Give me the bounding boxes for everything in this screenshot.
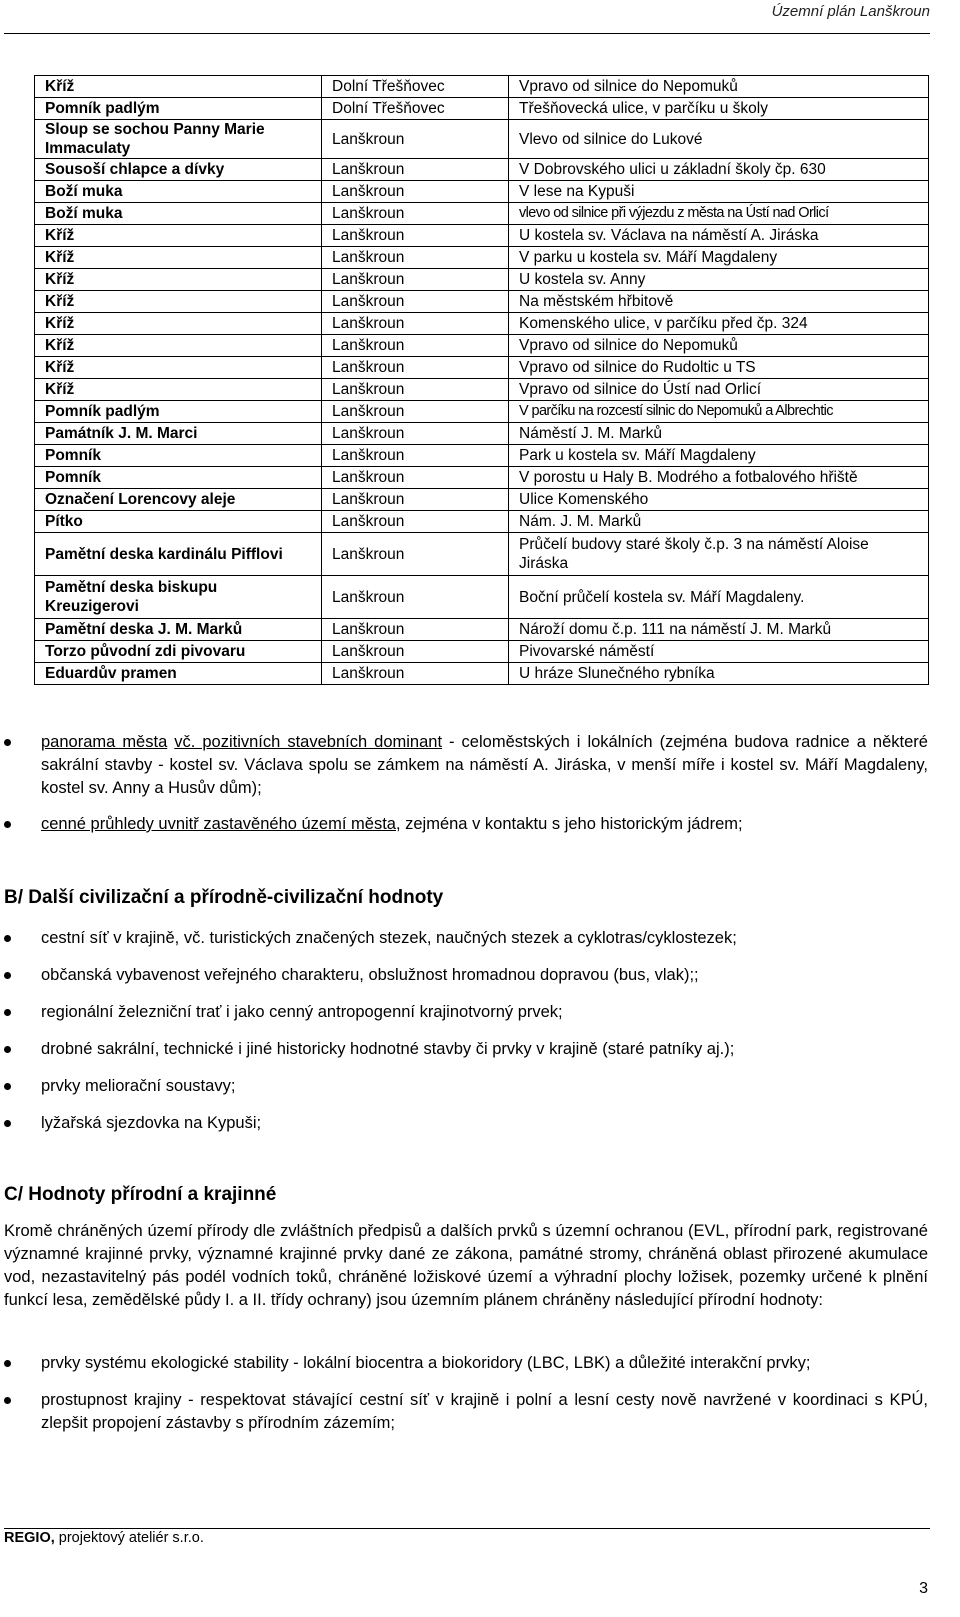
monument-name-cell: Pomník [35, 467, 322, 489]
monument-name-cell: Kříž [35, 291, 322, 313]
locality-cell: Lanškroun [322, 120, 509, 159]
locality-cell: Lanškroun [322, 401, 509, 423]
footer-rule [4, 1528, 930, 1529]
list-item [0, 927, 960, 950]
monument-name-cell: Označení Lorencovy aleje [35, 489, 322, 511]
location-cell: Park u kostela sv. Máří Magdaleny [509, 445, 929, 467]
footer-company-rest: projektový ateliér s.r.o. [54, 1530, 204, 1546]
locality-cell: Lanškroun [322, 641, 509, 663]
location-cell: Vpravo od silnice do Rudoltic u TS [509, 357, 929, 379]
list-item-text: drobné sakrální, technické i jiné historicky hodnotné stavby či prvky v krajině (staré patníky aj.); [41, 1040, 735, 1058]
bullet-icon [4, 1120, 11, 1127]
bullet-icon [4, 935, 11, 942]
bullet-icon [4, 1009, 11, 1016]
monument-name-cell: Kříž [35, 247, 322, 269]
locality-cell: Lanškroun [322, 511, 509, 533]
monument-name-cell: Pomník [35, 445, 322, 467]
table-row [35, 335, 929, 357]
locality-cell: Lanškroun [322, 663, 509, 685]
location-cell: V parku u kostela sv. Máří Magdaleny [509, 247, 929, 269]
location-cell: Třešňovecká ulice, v parčíku u školy [509, 98, 929, 120]
list-item-text: prvky systému ekologické stability - lokální biocentra a biokoridory (LBC, LBK) a důležité interakční prvky; [41, 1354, 811, 1372]
monument-name-cell: Torzo původní zdi pivovaru [35, 641, 322, 663]
location-cell: V parčíku na rozcestí silnic do Nepomuků a Albrechtic [509, 401, 929, 423]
location-cell: U kostela sv. Václava na náměstí A. Jiráska [509, 225, 929, 247]
location-cell: V Dobrovského ulici u základní školy čp. 630 [509, 159, 929, 181]
section-c-paragraph: Kromě chráněných území přírody dle zvláštních předpisů a dalších prvků s územní ochranou (EVL, přírodní park, registrované významné krajinné prvky, významné krajinné prvky dané ze zákona, památné stromy, chráněná oblast přirozené akumulace vod, nezastavitelný pás podél vodních toků, chráněné ložiskové území a výhradní plochy ložisek, pozemky určené k plnění funkcí lesa, zemědělské půdy I. a II. třídy ochrany) jsou územním plánem chráněny následující přírodní hodnoty: [4, 1222, 928, 1309]
locality-cell: Lanškroun [322, 203, 509, 225]
list-item [0, 964, 960, 987]
location-cell: vlevo od silnice při výjezdu z města na Ústí nad Orlicí [509, 203, 929, 225]
location-cell: Náměstí J. M. Marků [509, 423, 929, 445]
table-row [35, 467, 929, 489]
locality-cell: Lanškroun [322, 313, 509, 335]
bullet-icon [4, 1083, 11, 1090]
table-row [35, 313, 929, 335]
location-cell: V lese na Kypuši [509, 181, 929, 203]
underlined-text: panorama města [41, 733, 168, 751]
monument-name-cell: Kříž [35, 225, 322, 247]
table-row [35, 533, 929, 576]
monuments-table [34, 75, 929, 685]
location-cell: Vpravo od silnice do Nepomuků [509, 76, 929, 98]
monument-name-cell: Pomník padlým [35, 98, 322, 120]
locality-cell: Lanškroun [322, 445, 509, 467]
table-row [35, 120, 929, 159]
list-item [0, 1001, 960, 1024]
monument-name-cell: Kříž [35, 313, 322, 335]
list-item-text: lyžařská sjezdovka na Kypuši; [41, 1114, 262, 1132]
monuments-table-body [35, 76, 929, 685]
locality-cell: Lanškroun [322, 576, 509, 619]
list-item-text: občanská vybavenost veřejného charakteru, obslužnost hromadnou dopravou (bus, vlak);; [41, 966, 699, 984]
location-cell: Na městském hřbitově [509, 291, 929, 313]
list-item [0, 731, 960, 800]
table-row [35, 76, 929, 98]
section-c-heading: C/ Hodnoty přírodní a krajinné [4, 1184, 277, 1205]
list-item [0, 1075, 960, 1098]
monument-name-cell: Pítko [35, 511, 322, 533]
location-cell: U kostela sv. Anny [509, 269, 929, 291]
table-row [35, 357, 929, 379]
locality-cell: Lanškroun [322, 225, 509, 247]
table-row [35, 663, 929, 685]
locality-cell: Lanškroun [322, 379, 509, 401]
locality-cell: Lanškroun [322, 269, 509, 291]
table-row [35, 641, 929, 663]
bullet-icon [4, 739, 11, 746]
location-cell: V porostu u Haly B. Modrého a fotbalového hřiště [509, 467, 929, 489]
monument-name-cell: Pomník padlým [35, 401, 322, 423]
location-cell: Komenského ulice, v parčíku před čp. 324 [509, 313, 929, 335]
locality-cell: Lanškroun [322, 335, 509, 357]
table-row [35, 576, 929, 619]
monument-name-cell: Eduardův pramen [35, 663, 322, 685]
table-row [35, 489, 929, 511]
bullet-icon [4, 821, 11, 828]
table-row [35, 225, 929, 247]
location-cell: Nároží domu č.p. 111 na náměstí J. M. Marků [509, 619, 929, 641]
monument-name-cell: Sloup se sochou Panny Marie Immaculaty [35, 120, 322, 159]
locality-cell: Lanškroun [322, 489, 509, 511]
list-item [0, 1389, 960, 1435]
underlined-text: cenné průhledy uvnitř zastavěného území města [41, 815, 396, 833]
table-row [35, 247, 929, 269]
locality-cell: Dolní Třešňovec [322, 76, 509, 98]
table-row [35, 98, 929, 120]
header-rule [4, 33, 930, 34]
values-list-a [0, 731, 960, 836]
list-item-text: regionální železniční trať i jako cenný antropogenní krajinotvorný prvek; [41, 1003, 563, 1021]
locality-cell: Lanškroun [322, 619, 509, 641]
location-cell: Průčelí budovy staré školy č.p. 3 na náměstí Aloise Jiráska [509, 533, 929, 576]
location-cell: Nám. J. M. Marků [509, 511, 929, 533]
table-row [35, 269, 929, 291]
page-header-title: Územní plán Lanškroun [771, 3, 930, 20]
list-item-text: prostupnost krajiny - respektovat stávající cestní síť v krajině i polní a lesní cesty nově navržené v koordinaci s KPÚ, zlepšit propojení zástavby s přírodním zázemím; [41, 1391, 928, 1432]
table-row [35, 159, 929, 181]
list-item-text: , zejména v kontaktu s jeho historickým jádrem; [395, 815, 743, 833]
bullet-icon [4, 1360, 11, 1367]
location-cell: Boční průčelí kostela sv. Máří Magdaleny. [509, 576, 929, 619]
list-item-text: cestní síť v krajině, vč. turistických značených stezek, naučných stezek a cyklotras/cyklostezek; [41, 929, 737, 947]
table-row [35, 379, 929, 401]
monument-name-cell: Kříž [35, 76, 322, 98]
location-cell: Vpravo od silnice do Ústí nad Orlicí [509, 379, 929, 401]
footer-company-bold: REGIO, [4, 1530, 55, 1546]
table-row [35, 203, 929, 225]
location-cell: Vlevo od silnice do Lukové [509, 120, 929, 159]
locality-cell: Lanškroun [322, 181, 509, 203]
table-row [35, 445, 929, 467]
location-cell: Vpravo od silnice do Nepomuků [509, 335, 929, 357]
location-cell: U hráze Slunečného rybníka [509, 663, 929, 685]
list-item-text: - celoměstských i lokálních (zejména budova radnice a některé sakrální stavby - kostel sv. Václava spolu se zámkem na náměstí A. Jiráska, v menší míře i kostel sv. Máří Magdaleny, kostel sv. Anny a Husův dům); [41, 733, 928, 797]
table-row [35, 619, 929, 641]
location-cell: Ulice Komenského [509, 489, 929, 511]
monument-name-cell: Sousoší chlapce a dívky [35, 159, 322, 181]
location-cell: Pivovarské náměstí [509, 641, 929, 663]
bullet-icon [4, 972, 11, 979]
monument-name-cell: Kříž [35, 335, 322, 357]
list-item [0, 1038, 960, 1061]
monument-name-cell: Kříž [35, 269, 322, 291]
list-item [0, 1352, 960, 1375]
list-item-text: prvky meliorační soustavy; [41, 1077, 236, 1095]
table-row [35, 511, 929, 533]
list-item [0, 1112, 960, 1135]
monument-name-cell: Kříž [35, 379, 322, 401]
locality-cell: Lanškroun [322, 357, 509, 379]
values-list-c [0, 1352, 960, 1449]
locality-cell: Lanškroun [322, 533, 509, 576]
monument-name-cell: Památník J. M. Marci [35, 423, 322, 445]
bullet-icon [4, 1046, 11, 1053]
table-row [35, 401, 929, 423]
table-row [35, 423, 929, 445]
list-item [0, 813, 960, 836]
section-b-heading: B/ Další civilizační a přírodně-civilizační hodnoty [4, 887, 444, 908]
footer-company [4, 1530, 204, 1546]
monument-name-cell: Kříž [35, 357, 322, 379]
monument-name-cell: Pamětní deska kardinálu Pifflovi [35, 533, 322, 576]
locality-cell: Lanškroun [322, 159, 509, 181]
monument-name-cell: Pamětní deska J. M. Marků [35, 619, 322, 641]
monument-name-cell: Pamětní deska biskupu Kreuzigerovi [35, 576, 322, 619]
page-number: 3 [919, 1580, 928, 1597]
locality-cell: Lanškroun [322, 291, 509, 313]
table-row [35, 181, 929, 203]
monument-name-cell: Boží muka [35, 181, 322, 203]
locality-cell: Lanškroun [322, 467, 509, 489]
table-row [35, 291, 929, 313]
monument-name-cell: Boží muka [35, 203, 322, 225]
locality-cell: Dolní Třešňovec [322, 98, 509, 120]
locality-cell: Lanškroun [322, 247, 509, 269]
locality-cell: Lanškroun [322, 423, 509, 445]
bullet-icon [4, 1397, 11, 1404]
underlined-text: vč. pozitivních stavebních dominant [174, 733, 443, 751]
values-list-b [0, 927, 960, 1149]
